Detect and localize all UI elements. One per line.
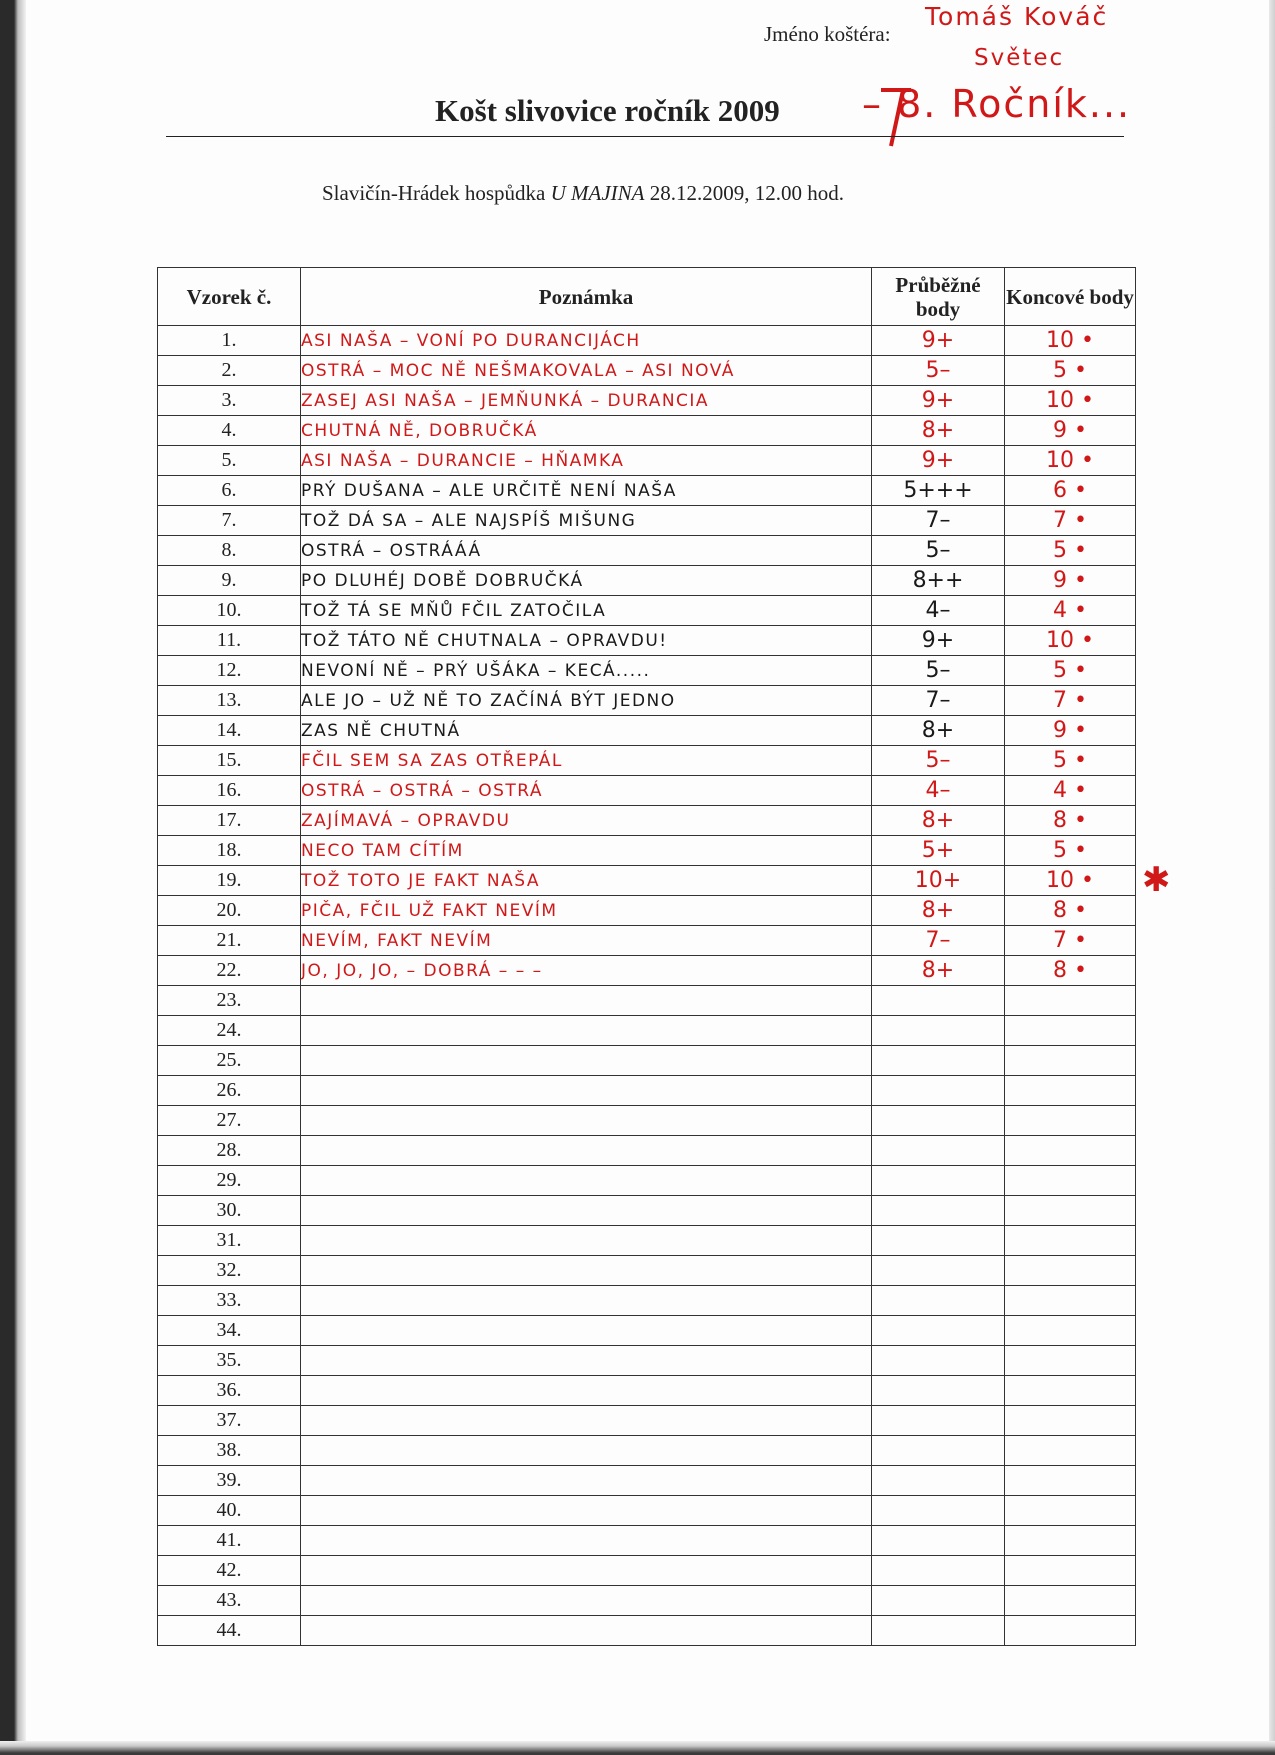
sample-number: 8. [158,536,301,566]
running-points [872,1556,1005,1586]
header-running-points [872,268,1005,326]
sample-note: TOŽ TOTO JE FAKT NAŠA [301,866,872,896]
sample-note: OSTRÁ – OSTRÁÁÁ [301,536,872,566]
sample-note [301,1556,872,1586]
final-points [1005,1376,1136,1406]
sample-note: ZAS NĚ CHUTNÁ [301,716,872,746]
final-points [1005,1046,1136,1076]
sample-note [301,1226,872,1256]
table-row [158,1016,1136,1046]
sample-number: 30. [158,1196,301,1226]
table-row [158,926,1136,956]
table-row [158,986,1136,1016]
sample-note: PO DLUHÉJ DOBĚ DOBRUČKÁ [301,566,872,596]
sample-note [301,1316,872,1346]
table-row [158,746,1136,776]
final-points: 4 • [1005,596,1136,626]
final-points: 5 • [1005,656,1136,686]
final-points: 10 • [1005,626,1136,656]
sample-number: 23. [158,986,301,1016]
sample-note: ZASEJ ASI NAŠA – JEMŇUNKÁ – DURANCIA [301,386,872,416]
running-points: 5– [872,746,1005,776]
final-points [1005,1166,1136,1196]
sample-number: 15. [158,746,301,776]
sample-number: 38. [158,1436,301,1466]
sample-number: 13. [158,686,301,716]
running-points [872,1106,1005,1136]
table-row [158,956,1136,986]
sample-note: NECO TAM CÍTÍM [301,836,872,866]
sample-note [301,1256,872,1286]
sample-number: 41. [158,1526,301,1556]
sample-number: 24. [158,1016,301,1046]
table-row [158,1136,1136,1166]
taster-name-line2-handwritten: Světec [974,45,1065,71]
running-points: 8+ [872,896,1005,926]
table-row [158,1556,1136,1586]
running-points [872,1016,1005,1046]
sample-note [301,1436,872,1466]
table-row [158,806,1136,836]
scan-edge-bottom [0,1741,1275,1755]
final-points: 9 • [1005,416,1136,446]
running-points [872,1376,1005,1406]
final-points: 10 • [1005,326,1136,356]
running-points [872,1076,1005,1106]
running-points: 8+ [872,806,1005,836]
running-points: 4– [872,776,1005,806]
running-points [872,1316,1005,1346]
table-row [158,446,1136,476]
sample-number: 42. [158,1556,301,1586]
sample-number: 2. [158,356,301,386]
sample-note: TOŽ TÁ SE MŇŮ FČIL ZATOČILA [301,596,872,626]
table-row [158,326,1136,356]
sample-note: TOŽ TÁTO NĚ CHUTNALA – OPRAVDU! [301,626,872,656]
sample-number: 26. [158,1076,301,1106]
final-points [1005,1016,1136,1046]
sample-note [301,1196,872,1226]
table-row [158,1166,1136,1196]
sample-note: ALE JO – UŽ NĚ TO ZAČÍNÁ BÝT JEDNO [301,686,872,716]
final-points [1005,1406,1136,1436]
scan-edge-left [0,0,26,1755]
sample-note [301,1616,872,1646]
sample-number: 44. [158,1616,301,1646]
table-row [158,1226,1136,1256]
final-points [1005,1616,1136,1646]
running-points [872,1466,1005,1496]
running-points [872,1226,1005,1256]
sample-note [301,1046,872,1076]
table-row [158,1616,1136,1646]
running-points: 10+ [872,866,1005,896]
final-points: 9 • [1005,716,1136,746]
sample-note [301,1586,872,1616]
table-row [158,716,1136,746]
running-points: 9+ [872,326,1005,356]
table-row [158,1046,1136,1076]
header-sample: Vzorek č. [158,268,301,326]
sample-note [301,1466,872,1496]
running-points [872,1166,1005,1196]
running-points: 9+ [872,446,1005,476]
final-points: 9 • [1005,566,1136,596]
running-points: 5– [872,536,1005,566]
table-row [158,836,1136,866]
running-points [872,1346,1005,1376]
final-points: 8 • [1005,896,1136,926]
sample-number: 29. [158,1166,301,1196]
table-row [158,1196,1136,1226]
score-table-header [158,268,1136,326]
sample-number: 22. [158,956,301,986]
sample-note: JO, JO, JO, – DOBRÁ – – – [301,956,872,986]
final-points: 5 • [1005,836,1136,866]
table-row [158,776,1136,806]
sample-number: 7. [158,506,301,536]
running-points [872,1436,1005,1466]
taster-label: Jméno koštéra: [764,22,891,46]
final-points: 8 • [1005,806,1136,836]
running-points [872,1196,1005,1226]
edition-handwritten: – 8. Ročník... [862,82,1132,126]
table-row [158,1256,1136,1286]
taster-name-handwritten: Tomáš Kováč [925,2,1109,31]
running-points: 8+ [872,716,1005,746]
header-note: Poznámka [301,268,872,326]
final-points [1005,1196,1136,1226]
sample-note [301,1076,872,1106]
sample-number: 17. [158,806,301,836]
sample-number: 19. [158,866,301,896]
running-points: 8+ [872,956,1005,986]
sample-number: 14. [158,716,301,746]
header-running-text: Průběžné body [895,272,981,321]
sample-number: 37. [158,1406,301,1436]
table-row [158,506,1136,536]
sample-note: FČIL SEM SA ZAS OTŘEPÁL [301,746,872,776]
running-points [872,1046,1005,1076]
final-points [1005,1256,1136,1286]
star-mark: ✱ [1142,860,1171,900]
running-points: 4– [872,596,1005,626]
sample-number: 6. [158,476,301,506]
sample-number: 43. [158,1586,301,1616]
running-points [872,1526,1005,1556]
sample-number: 33. [158,1286,301,1316]
running-points: 9+ [872,386,1005,416]
final-points: 7 • [1005,686,1136,716]
final-points: 7 • [1005,506,1136,536]
final-points: 5 • [1005,746,1136,776]
running-points: 9+ [872,626,1005,656]
final-points [1005,1556,1136,1586]
table-row [158,866,1136,896]
table-row [158,1526,1136,1556]
final-points [1005,1106,1136,1136]
running-points: 8++ [872,566,1005,596]
final-points [1005,1286,1136,1316]
title-underline [166,136,1124,137]
running-points: 5+++ [872,476,1005,506]
final-points [1005,1136,1136,1166]
sample-number: 4. [158,416,301,446]
final-points [1005,1346,1136,1376]
final-points [1005,1586,1136,1616]
running-points [872,1256,1005,1286]
sample-note: CHUTNÁ NĚ, DOBRUČKÁ [301,416,872,446]
sample-note: NEVÍM, FAKT NEVÍM [301,926,872,956]
final-points [1005,1226,1136,1256]
sample-number: 32. [158,1256,301,1286]
final-points [1005,1076,1136,1106]
final-points [1005,1466,1136,1496]
sample-note: TOŽ DÁ SA – ALE NAJSPÍŠ MIŠUNG [301,506,872,536]
table-row [158,1496,1136,1526]
running-points [872,1586,1005,1616]
final-points: 10 • [1005,446,1136,476]
venue-line [322,181,844,206]
table-row [158,416,1136,446]
table-row [158,1286,1136,1316]
table-row [158,1466,1136,1496]
table-row [158,1436,1136,1466]
sample-number: 12. [158,656,301,686]
sample-number: 39. [158,1466,301,1496]
sample-note: OSTRÁ – OSTRÁ – OSTRÁ [301,776,872,806]
sample-number: 40. [158,1496,301,1526]
table-row [158,386,1136,416]
running-points: 5+ [872,836,1005,866]
running-points [872,1616,1005,1646]
final-points [1005,986,1136,1016]
sample-number: 34. [158,1316,301,1346]
final-points: 6 • [1005,476,1136,506]
table-row [158,1346,1136,1376]
sample-number: 10. [158,596,301,626]
sample-number: 5. [158,446,301,476]
sample-number: 16. [158,776,301,806]
table-row [158,536,1136,566]
sample-number: 36. [158,1376,301,1406]
sample-note: NEVONÍ NĚ – PRÝ UŠÁKA – KECÁ..... [301,656,872,686]
sample-number: 28. [158,1136,301,1166]
header-final-points [1005,268,1136,326]
page-title: Košt slivovice ročník 2009 [435,93,780,128]
running-points: 5– [872,656,1005,686]
running-points: 7– [872,506,1005,536]
running-points: 5– [872,356,1005,386]
venue-date: 28.12.2009, 12.00 hod. [644,181,845,205]
sample-note: ASI NAŠA – DURANCIE – HŇAMKA [301,446,872,476]
final-points: 10 • [1005,866,1136,896]
final-points: 7 • [1005,926,1136,956]
running-points [872,1286,1005,1316]
scan-edge-right [1269,0,1275,1755]
venue-name: U MAJINA [550,181,645,205]
table-row [158,1586,1136,1616]
sample-note: OSTRÁ – MOC NĚ NEŠMAKOVALA – ASI NOVÁ [301,356,872,386]
final-points: 5 • [1005,356,1136,386]
venue-prefix: Slavičín-Hrádek hospůdka [322,181,551,205]
table-row [158,1376,1136,1406]
table-row [158,596,1136,626]
final-points: 4 • [1005,776,1136,806]
sample-note: PRÝ DUŠANA – ALE URČITĚ NENÍ NAŠA [301,476,872,506]
final-points: 8 • [1005,956,1136,986]
final-points [1005,1526,1136,1556]
sample-note [301,1016,872,1046]
sample-number: 18. [158,836,301,866]
sample-note [301,1376,872,1406]
table-row [158,356,1136,386]
final-points [1005,1436,1136,1466]
sample-number: 21. [158,926,301,956]
sample-number: 11. [158,626,301,656]
header-final-text: Koncové body [1006,284,1134,309]
running-points [872,1406,1005,1436]
table-row [158,896,1136,926]
table-row [158,476,1136,506]
sample-note [301,1526,872,1556]
table-row [158,1076,1136,1106]
table-row [158,1316,1136,1346]
sample-note [301,1346,872,1376]
running-points: 7– [872,926,1005,956]
edition-correction-stroke [877,82,913,148]
sample-note [301,986,872,1016]
sample-note [301,1406,872,1436]
sample-note: ZAJÍMAVÁ – OPRAVDU [301,806,872,836]
table-row [158,656,1136,686]
running-points [872,1136,1005,1166]
running-points [872,986,1005,1016]
sample-number: 9. [158,566,301,596]
sample-number: 20. [158,896,301,926]
sample-note [301,1166,872,1196]
sample-number: 27. [158,1106,301,1136]
sample-note [301,1106,872,1136]
final-points: 5 • [1005,536,1136,566]
table-row [158,566,1136,596]
sample-number: 35. [158,1346,301,1376]
sample-number: 1. [158,326,301,356]
final-points [1005,1496,1136,1526]
final-points: 10 • [1005,386,1136,416]
sample-number: 3. [158,386,301,416]
score-table [157,267,1136,1646]
sample-note [301,1496,872,1526]
sample-number: 25. [158,1046,301,1076]
running-points: 8+ [872,416,1005,446]
final-points [1005,1316,1136,1346]
sample-number: 31. [158,1226,301,1256]
sample-note: PIČA, FČIL UŽ FAKT NEVÍM [301,896,872,926]
running-points: 7– [872,686,1005,716]
sample-note [301,1286,872,1316]
table-row [158,626,1136,656]
table-row [158,1106,1136,1136]
table-row [158,686,1136,716]
sample-note [301,1136,872,1166]
table-row [158,1406,1136,1436]
sample-note: ASI NAŠA – VONÍ PO DURANCIJÁCH [301,326,872,356]
running-points [872,1496,1005,1526]
